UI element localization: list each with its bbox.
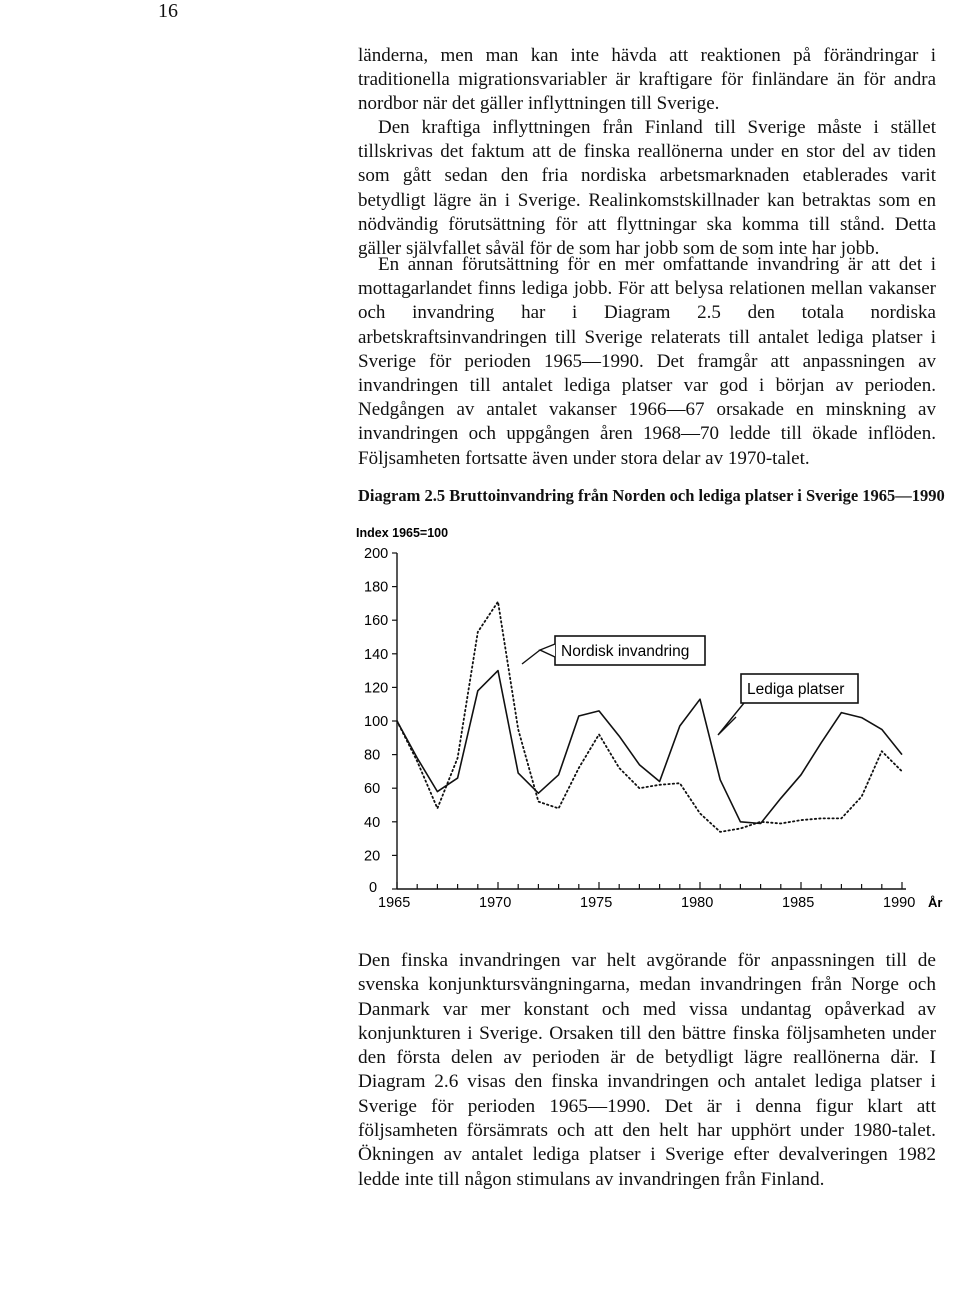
y-axis-label: Index 1965=100 xyxy=(356,526,449,540)
legend-leader-nordisk-invandring xyxy=(522,650,540,664)
paragraph-1: länderna, men man kan inte hävda att reaktionen på förändringar i traditionella migrationsvariabler är kraftigare för finländare än för andra nordbor när det gäller inflyttningen till Sverige. xyxy=(358,45,936,115)
legend-label-lediga-platser: Lediga platser xyxy=(747,681,845,698)
diagram-title: Diagram 2.5 Bruttoinvandring från Norden och lediga platser i Sverige 1965—1990 xyxy=(358,486,945,505)
y-tick-label: 80 xyxy=(364,747,381,764)
y-tick-label: 20 xyxy=(364,848,381,865)
y-tick-label: 200 xyxy=(364,546,389,562)
page-number: 16 xyxy=(158,0,178,22)
paragraph-4: Den finska invandringen var helt avgörande för anpassningen till de svenska konjunktursvängningarna, medan invandringen från Norge och Danmark var mer konstant och med vissa undantag opåverkad av konjunkturen i Sverige. Orsaken till den bättre finska följsamheten under den första delen av perioden är de betydligt lägre reallönerna där. I Diagram 2.6 visas den finska invandringen och antalet lediga platser i Sverige för perioden 1965—1990. Det är i denna figur klart att följsamheten försämrats och att den helt har upphört under 1980-talet. Ökningen av antalet lediga platser i Sverige efter devalveringen 1982 ledde inte till någon stimulans av invandringen från Finland. xyxy=(358,950,936,1190)
y-tick-label: 100 xyxy=(364,714,389,730)
x-axis-label: År xyxy=(928,895,943,910)
paragraph-3: En annan förutsättning för en mer omfattande invandring är att det i mottagarlandet finns lediga jobb. För att belysa relationen mellan vakanser och invandring har i Diagram 2.5 den totala nordiska arbetskraftsinvandringen till Sverige relaterats till antalet lediga platser i Sverige för perioden 1965—1990. Det framgår att anpassningen av invandringen till antalet lediga platser var god i början av perioden. Nedgången av antalet vakanser 1966—67 orsakade en minskning av invandringen och uppgången åren 1968—70 ledde till ökade inflöden. Följsamheten fortsatte även under stora delar av 1970-talet. xyxy=(358,254,936,469)
x-tick-label: 1990 xyxy=(883,895,916,911)
legend-label-nordisk-invandring: Nordisk invandring xyxy=(561,643,690,660)
y-tick-label: 180 xyxy=(364,579,389,596)
x-tick-label: 1970 xyxy=(479,895,512,911)
y-tick-label: 160 xyxy=(364,613,389,630)
y-tick-label: 60 xyxy=(364,781,381,798)
legend-pointer-lediga-platser xyxy=(718,703,744,735)
chart-legend xyxy=(522,636,858,735)
x-tick-label: 1985 xyxy=(782,895,815,911)
x-tick-label: 1980 xyxy=(681,895,714,911)
y-tick-label: 40 xyxy=(364,814,381,831)
chart-axes xyxy=(356,526,942,911)
x-tick-label: 1965 xyxy=(378,895,411,911)
y-tick-label: 120 xyxy=(364,680,389,697)
x-tick-label: 1975 xyxy=(580,895,613,911)
y-tick-label: 0 xyxy=(369,880,378,896)
legend-pointer-nordisk-invandring xyxy=(540,644,555,657)
y-tick-label: 140 xyxy=(364,646,389,663)
paragraph-2: Den kraftiga inflyttningen från Finland till Sverige måste i stället tillskrivas det faktum att de finska reallönerna under en stor del av tiden som gått sedan den fria nordiska arbetsmarknaden etablerades varit betydligt lägre än i Sverige. Realinkomstskillnader kan betraktas som en nödvändig förutsättning för att flyttningar ska komma till stånd. Detta gäller självfallet såväl för de som har jobb som de som inte har jobb. xyxy=(358,117,936,260)
